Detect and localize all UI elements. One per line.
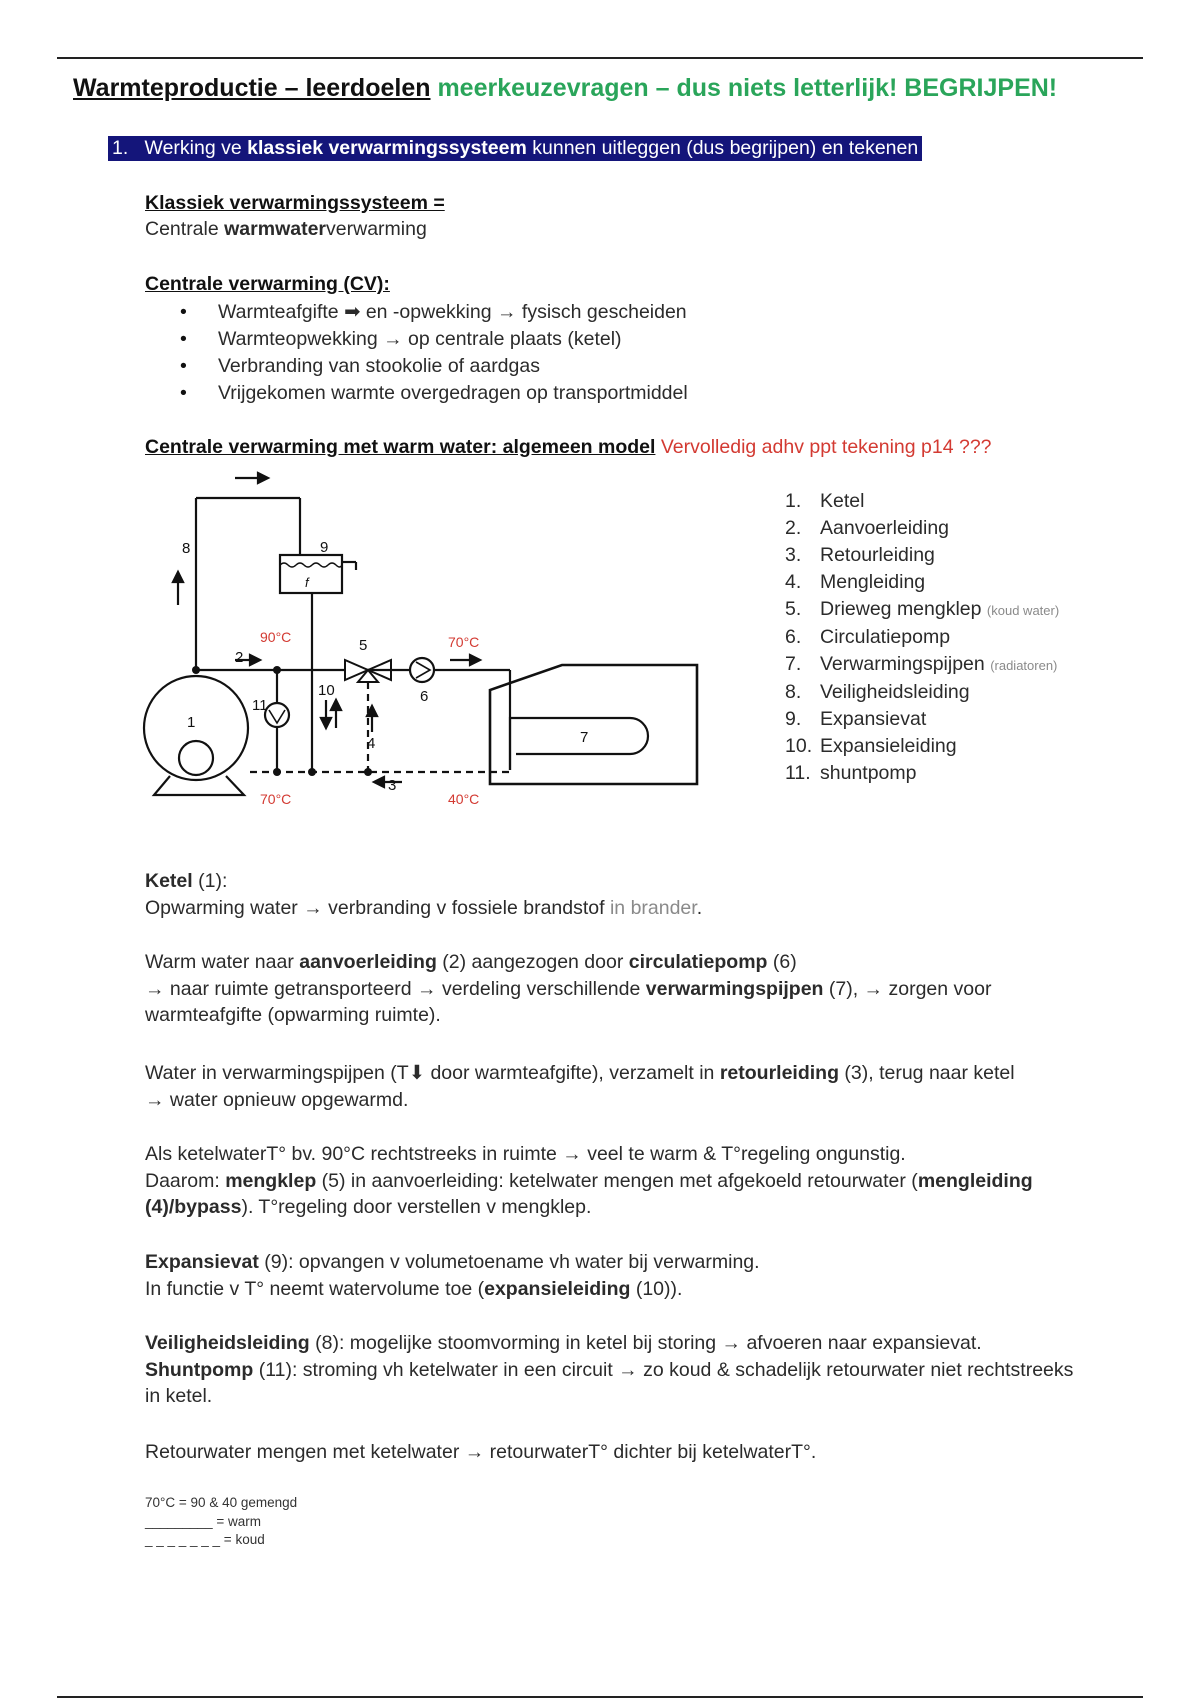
temp-70-supply: 70°C: [448, 634, 480, 650]
objective-highlight: [108, 136, 922, 161]
klassiek-heading-text: Klassiek verwarmingssysteem =: [145, 192, 445, 214]
flow-arrow: [173, 572, 183, 582]
paragraph-conclusion: Retourwater mengen met ketelwater → retourwaterT° dichter bij ketelwaterT°.: [145, 1441, 817, 1463]
temp-70-return: 70°C: [260, 791, 292, 807]
footnote-line: _ _ _ _ _ _ _ = koud: [145, 1532, 265, 1547]
klassiek-pre: Centrale: [145, 218, 219, 240]
list-item: 2. Aanvoerleiding: [785, 517, 950, 539]
label-9: 9: [320, 539, 329, 556]
flow-arrow: [250, 655, 260, 665]
objective-num: 1.: [112, 137, 129, 159]
paragraph-supply: Warm water naar aanvoerleiding (2) aangezogen door circulatiepomp (6) → naar ruimte getransporteerd → verdeling verschillende verwarmingspijpen (7), → zorgen voor warmteafgifte (opwarming ruimte).: [145, 951, 992, 1026]
top-rule: [57, 57, 1143, 59]
list-item: • Verbranding van stookolie of aardgas: [180, 353, 688, 380]
list-item: • Vrijgekomen warmte overgedragen op transportmiddel: [180, 380, 688, 407]
label-8: 8: [182, 540, 191, 557]
klassiek-bold: warmwater: [224, 218, 327, 240]
label-f: f: [305, 575, 309, 590]
footnote-line: 70°C = 90 & 40 gemengd: [145, 1495, 298, 1510]
flow-arrow: [374, 777, 384, 787]
diagram-legend: [785, 488, 1059, 787]
paragraph-mixing: Als ketelwaterT° bv. 90°C rechtstreeks in ruimte → veel te warm & T°regeling ongunstig. Daarom: mengklep (5) in aanvoerleiding: ketelwater mengen met afgekoeld retourwater (mengleiding (4)/bypass). T°regeling door verstellen v mengklep.: [145, 1143, 1033, 1218]
boiler-body: [144, 676, 248, 780]
boiler-burner: [179, 741, 213, 775]
list-item: 10. Expansieleiding: [785, 735, 957, 757]
title-main: Warmteproductie – leerdoelen: [73, 74, 431, 102]
objective-post: kunnen uitleggen (dus begrijpen) en tekenen: [532, 137, 919, 159]
klassiek-line: [145, 216, 427, 242]
list-item: 3. Retourleiding: [785, 544, 935, 566]
building-outline: [490, 665, 697, 784]
cv-bullet-list: [180, 299, 688, 407]
model-heading-text: Centrale verwarming met warm water: algemeen model: [145, 436, 656, 458]
temp-90: 90°C: [260, 629, 292, 645]
list-item: 4. Mengleiding: [785, 571, 926, 593]
model-note-red: Vervolledig adhv ppt tekening p14 ???: [660, 436, 992, 458]
flow-arrow: [258, 473, 268, 483]
flow-arrow: [331, 700, 341, 710]
paragraph-expansion: Expansievat (9): opvangen v volumetoename vh water bij verwarming. In functie v T° neemt watervolume toe (expansieleiding (10)).: [145, 1251, 760, 1300]
list-item: 1. Ketel: [785, 490, 865, 512]
cv-heading-text: Centrale verwarming (CV):: [145, 273, 390, 295]
klassiek-heading: [145, 190, 445, 216]
objective-bold: klassiek verwarmingssysteem: [247, 137, 527, 159]
flow-arrow: [321, 718, 331, 728]
paragraph-return: Water in verwarmingspijpen (T⬇ door warmteafgifte), verzamelt in retourleiding (3), terug naar ketel → water opnieuw opgewarmd.: [145, 1062, 1015, 1111]
objective-pre: Werking ve: [144, 137, 242, 159]
expansion-vessel-water: [280, 563, 342, 567]
list-item: 8. Veiligheidsleiding: [785, 681, 970, 703]
page-title: [73, 74, 1057, 103]
list-item: 5. Drieweg mengklep (koud water): [785, 598, 1060, 620]
list-item: 6. Circulatiepomp: [785, 626, 951, 648]
title-green: meerkeuzevragen – dus niets letterlijk! BEGRIJPEN!: [437, 74, 1058, 102]
label-5: 5: [359, 637, 368, 654]
footnote: [145, 1494, 297, 1550]
klassiek-post: verwarming: [326, 218, 427, 240]
list-item: • Warmteopwekking → op centrale plaats (ketel): [180, 326, 688, 353]
temp-40: 40°C: [448, 791, 480, 807]
label-3: 3: [388, 777, 397, 794]
expansion-vessel: [280, 555, 342, 593]
list-item: 11. shuntpomp: [785, 762, 917, 784]
label-2: 2: [235, 649, 244, 666]
footnote-line: _________ = warm: [145, 1513, 261, 1529]
label-1: 1: [187, 714, 196, 731]
model-heading: [145, 434, 992, 460]
label-6: 6: [420, 688, 429, 705]
label-10: 10: [318, 682, 335, 699]
label-11: 11: [252, 697, 268, 714]
heating-system-diagram: [140, 470, 720, 820]
ketel-section: Ketel (1): Opwarming water → verbranding v fossiele brandstof in brander.: [145, 870, 703, 919]
radiator-coil: [510, 718, 648, 770]
label-7: 7: [580, 729, 589, 746]
list-item: • Warmteafgifte ➡ en -opwekking → fysisch gescheiden: [180, 299, 688, 326]
bottom-rule: [57, 1696, 1143, 1698]
cv-heading: [145, 271, 390, 297]
list-item: 9. Expansievat: [785, 708, 927, 730]
paragraph-safety: Veiligheidsleiding (8): mogelijke stoomvorming in ketel bij storing → afvoeren naar expansievat. Shuntpomp (11): stroming vh ketelwater in een circuit → zo koud & schadelijk retourwater niet rechtstreeks in ketel.: [145, 1332, 1074, 1407]
flow-arrow: [470, 655, 480, 665]
label-4: 4: [367, 735, 376, 752]
list-item: 7. Verwarmingspijpen (radiatoren): [785, 653, 1058, 675]
